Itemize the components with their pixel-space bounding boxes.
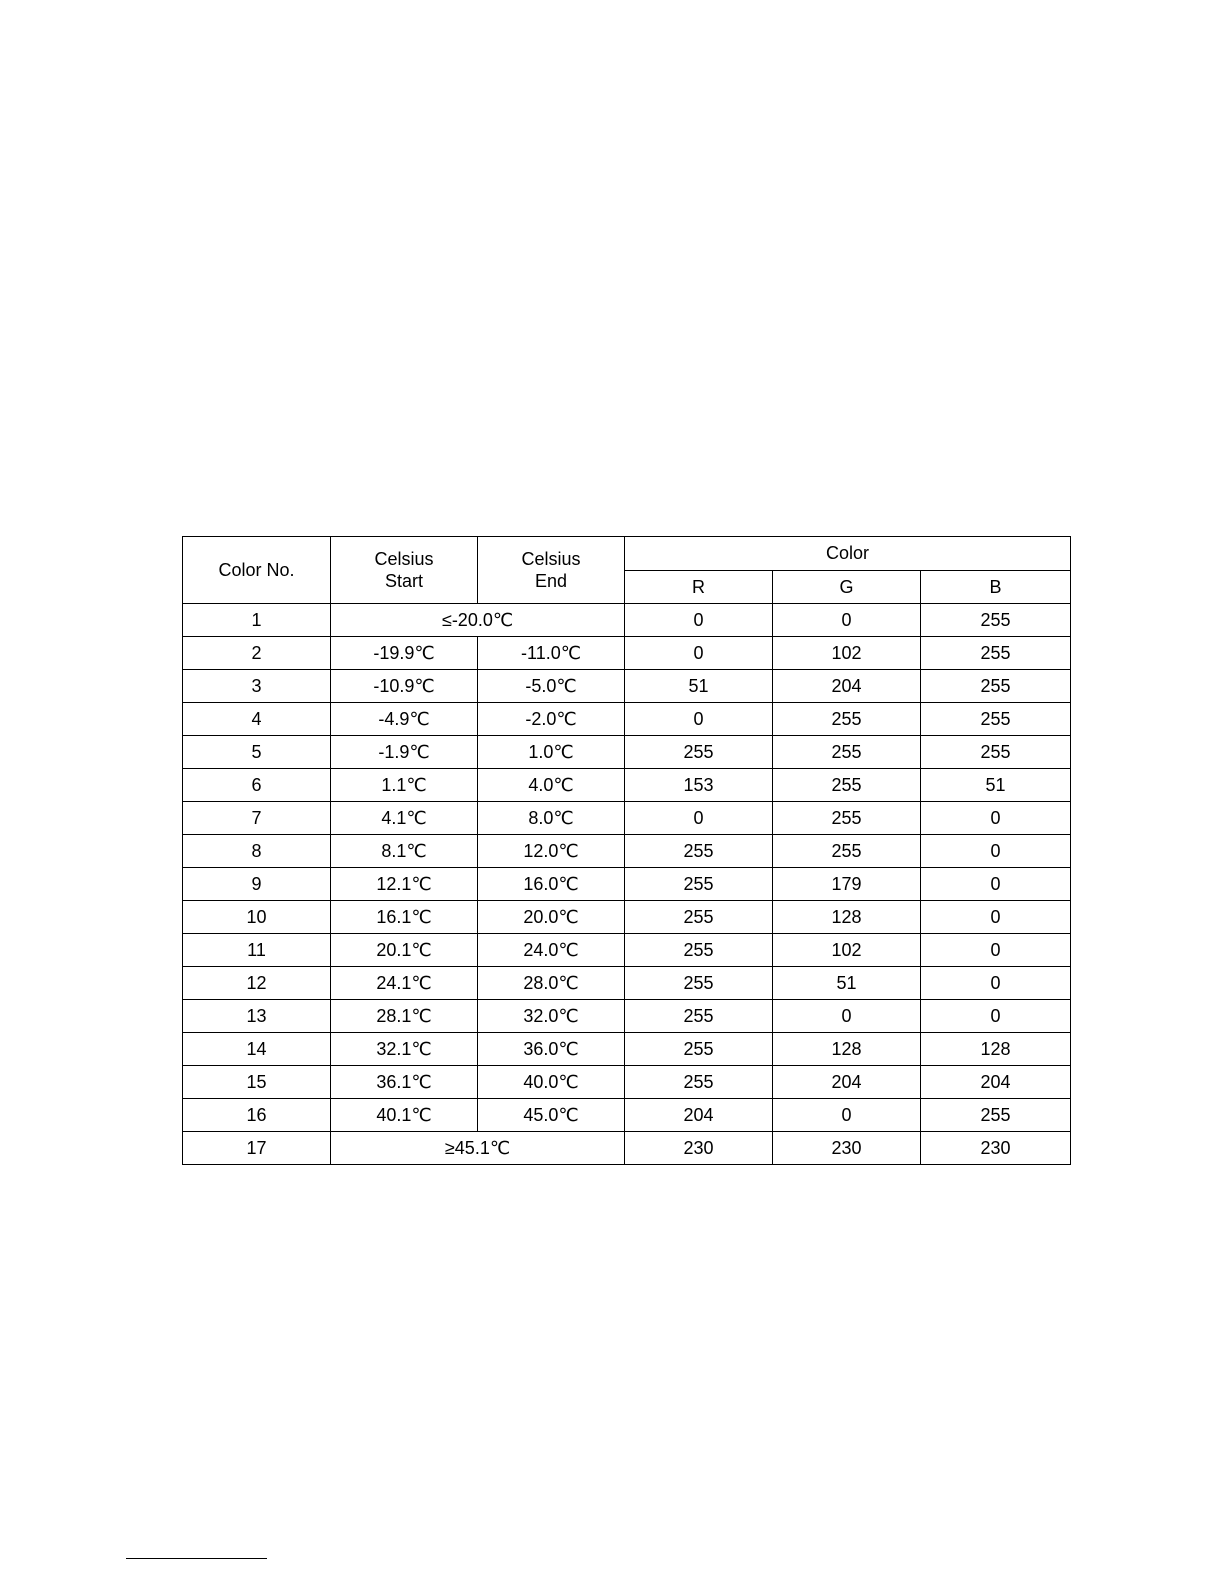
cell-celsius-end: 28.0℃ <box>478 967 625 1000</box>
cell-r: 153 <box>625 769 773 802</box>
cell-r: 255 <box>625 736 773 769</box>
color-temperature-table-container <box>182 536 1070 1165</box>
header-color-no: Color No. <box>183 537 331 604</box>
header-row-1 <box>183 537 1071 571</box>
cell-color-no: 10 <box>183 901 331 934</box>
header-celsius-start <box>331 537 478 604</box>
header-color: Color <box>625 537 1071 571</box>
cell-r: 204 <box>625 1099 773 1132</box>
cell-color-no: 4 <box>183 703 331 736</box>
cell-celsius-range: ≤-20.0℃ <box>331 604 625 637</box>
cell-b: 255 <box>921 703 1071 736</box>
cell-celsius-start: -4.9℃ <box>331 703 478 736</box>
cell-b: 0 <box>921 1000 1071 1033</box>
cell-celsius-range: ≥45.1℃ <box>331 1132 625 1165</box>
cell-r: 255 <box>625 1033 773 1066</box>
cell-b: 255 <box>921 604 1071 637</box>
table-row <box>183 670 1071 703</box>
cell-celsius-start: 4.1℃ <box>331 802 478 835</box>
cell-b: 0 <box>921 934 1071 967</box>
table-row <box>183 1099 1071 1132</box>
table-row <box>183 769 1071 802</box>
cell-celsius-start: -19.9℃ <box>331 637 478 670</box>
cell-b: 255 <box>921 670 1071 703</box>
cell-celsius-end: -11.0℃ <box>478 637 625 670</box>
cell-r: 255 <box>625 967 773 1000</box>
header-b: B <box>921 570 1071 604</box>
table-row <box>183 802 1071 835</box>
cell-g: 179 <box>773 868 921 901</box>
cell-color-no: 13 <box>183 1000 331 1033</box>
cell-celsius-start: 28.1℃ <box>331 1000 478 1033</box>
table-row <box>183 1066 1071 1099</box>
cell-celsius-end: 4.0℃ <box>478 769 625 802</box>
cell-g: 128 <box>773 901 921 934</box>
cell-b: 204 <box>921 1066 1071 1099</box>
cell-color-no: 17 <box>183 1132 331 1165</box>
cell-g: 255 <box>773 769 921 802</box>
cell-celsius-start: 20.1℃ <box>331 934 478 967</box>
cell-r: 255 <box>625 1000 773 1033</box>
cell-color-no: 6 <box>183 769 331 802</box>
cell-b: 255 <box>921 637 1071 670</box>
cell-g: 0 <box>773 1000 921 1033</box>
table-row <box>183 1033 1071 1066</box>
header-g: G <box>773 570 921 604</box>
table-row <box>183 1132 1071 1165</box>
cell-r: 0 <box>625 637 773 670</box>
cell-g: 255 <box>773 703 921 736</box>
cell-g: 204 <box>773 1066 921 1099</box>
cell-color-no: 5 <box>183 736 331 769</box>
table-body <box>183 604 1071 1165</box>
table-header <box>183 537 1071 604</box>
cell-celsius-start: 8.1℃ <box>331 835 478 868</box>
header-celsius-start-line1: Celsius <box>374 549 434 569</box>
cell-celsius-end: -5.0℃ <box>478 670 625 703</box>
cell-r: 255 <box>625 868 773 901</box>
table-row <box>183 835 1071 868</box>
table-row <box>183 901 1071 934</box>
cell-color-no: 7 <box>183 802 331 835</box>
header-r: R <box>625 570 773 604</box>
cell-celsius-start: 40.1℃ <box>331 1099 478 1132</box>
cell-celsius-start: 36.1℃ <box>331 1066 478 1099</box>
cell-g: 255 <box>773 736 921 769</box>
cell-celsius-end: 1.0℃ <box>478 736 625 769</box>
cell-g: 255 <box>773 802 921 835</box>
table-row <box>183 868 1071 901</box>
cell-celsius-end: -2.0℃ <box>478 703 625 736</box>
cell-b: 128 <box>921 1033 1071 1066</box>
cell-celsius-start: 1.1℃ <box>331 769 478 802</box>
cell-celsius-end: 36.0℃ <box>478 1033 625 1066</box>
cell-r: 255 <box>625 835 773 868</box>
table-row <box>183 703 1071 736</box>
table-row <box>183 1000 1071 1033</box>
cell-r: 0 <box>625 802 773 835</box>
cell-celsius-end: 20.0℃ <box>478 901 625 934</box>
cell-b: 0 <box>921 901 1071 934</box>
footnote-separator-line <box>126 1558 267 1559</box>
cell-g: 230 <box>773 1132 921 1165</box>
cell-b: 255 <box>921 736 1071 769</box>
cell-r: 0 <box>625 604 773 637</box>
cell-g: 204 <box>773 670 921 703</box>
cell-celsius-end: 12.0℃ <box>478 835 625 868</box>
cell-b: 0 <box>921 835 1071 868</box>
cell-celsius-start: -10.9℃ <box>331 670 478 703</box>
cell-celsius-start: 16.1℃ <box>331 901 478 934</box>
cell-r: 230 <box>625 1132 773 1165</box>
cell-celsius-end: 16.0℃ <box>478 868 625 901</box>
cell-color-no: 9 <box>183 868 331 901</box>
cell-celsius-start: -1.9℃ <box>331 736 478 769</box>
cell-b: 0 <box>921 967 1071 1000</box>
cell-b: 0 <box>921 802 1071 835</box>
cell-g: 0 <box>773 604 921 637</box>
cell-celsius-end: 8.0℃ <box>478 802 625 835</box>
cell-color-no: 3 <box>183 670 331 703</box>
cell-b: 230 <box>921 1132 1071 1165</box>
cell-r: 255 <box>625 901 773 934</box>
table-row <box>183 604 1071 637</box>
cell-celsius-end: 40.0℃ <box>478 1066 625 1099</box>
cell-color-no: 8 <box>183 835 331 868</box>
cell-g: 128 <box>773 1033 921 1066</box>
cell-g: 0 <box>773 1099 921 1132</box>
cell-color-no: 1 <box>183 604 331 637</box>
cell-celsius-start: 32.1℃ <box>331 1033 478 1066</box>
cell-g: 102 <box>773 934 921 967</box>
cell-g: 102 <box>773 637 921 670</box>
cell-r: 255 <box>625 1066 773 1099</box>
cell-g: 255 <box>773 835 921 868</box>
table-row <box>183 736 1071 769</box>
cell-color-no: 16 <box>183 1099 331 1132</box>
table-row <box>183 967 1071 1000</box>
cell-b: 0 <box>921 868 1071 901</box>
header-celsius-end-line1: Celsius <box>521 549 581 569</box>
cell-g: 51 <box>773 967 921 1000</box>
header-celsius-end-line2: End <box>534 571 568 591</box>
cell-color-no: 12 <box>183 967 331 1000</box>
cell-r: 51 <box>625 670 773 703</box>
cell-b: 255 <box>921 1099 1071 1132</box>
cell-r: 0 <box>625 703 773 736</box>
header-celsius-end <box>478 537 625 604</box>
cell-color-no: 15 <box>183 1066 331 1099</box>
cell-color-no: 11 <box>183 934 331 967</box>
cell-celsius-start: 24.1℃ <box>331 967 478 1000</box>
table-row <box>183 934 1071 967</box>
cell-color-no: 14 <box>183 1033 331 1066</box>
cell-r: 255 <box>625 934 773 967</box>
cell-celsius-start: 12.1℃ <box>331 868 478 901</box>
cell-color-no: 2 <box>183 637 331 670</box>
table-row <box>183 637 1071 670</box>
cell-b: 51 <box>921 769 1071 802</box>
cell-celsius-end: 32.0℃ <box>478 1000 625 1033</box>
color-temperature-table <box>182 536 1071 1165</box>
header-celsius-start-line2: Start <box>384 571 423 591</box>
cell-celsius-end: 45.0℃ <box>478 1099 625 1132</box>
cell-celsius-end: 24.0℃ <box>478 934 625 967</box>
